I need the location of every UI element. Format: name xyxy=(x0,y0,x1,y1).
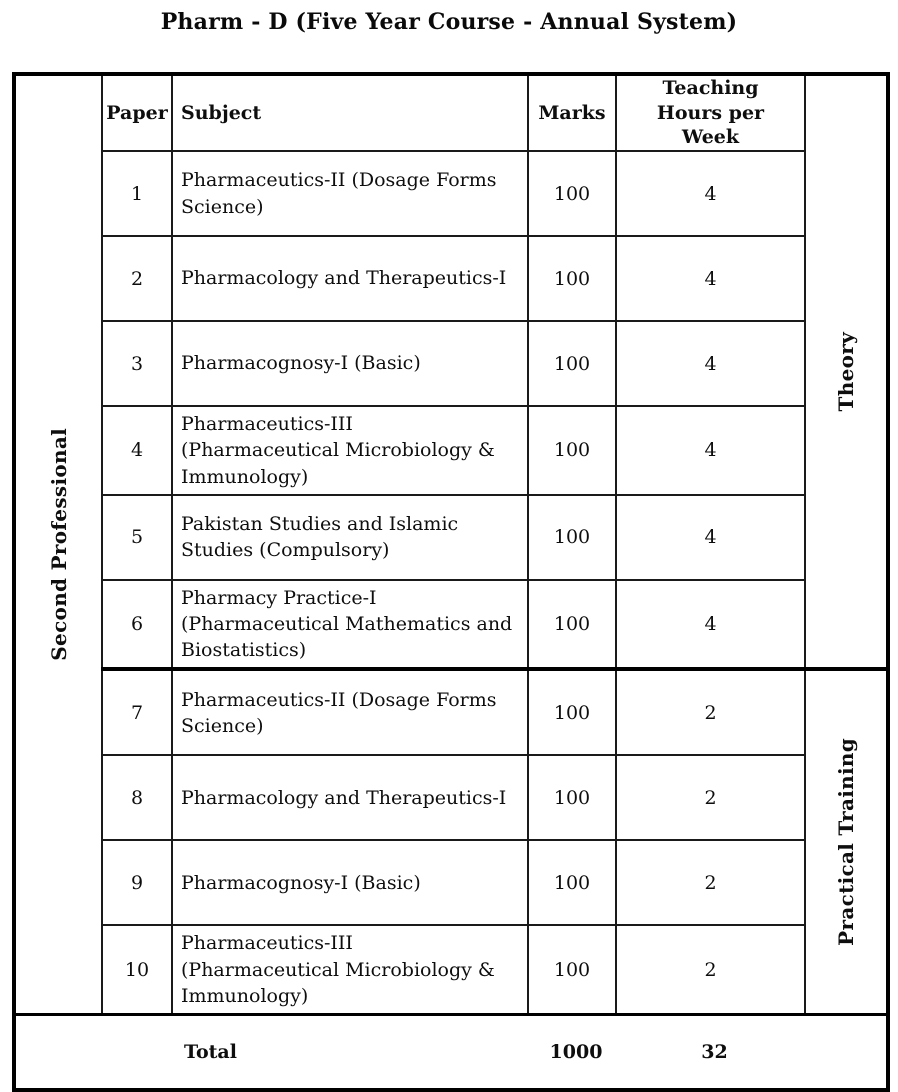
paper-cell: 9 xyxy=(102,840,172,925)
group-cell-second-professional xyxy=(14,74,102,1015)
hours-cell: 4 xyxy=(616,321,805,406)
marks-cell: 100 xyxy=(528,321,616,406)
group-cell-practical-training xyxy=(805,669,888,1014)
paper-cell: 5 xyxy=(102,495,172,580)
second-professional-label: Second Professional xyxy=(46,428,71,661)
marks-cell: 100 xyxy=(528,495,616,580)
col-header-subject: Subject xyxy=(172,74,528,151)
marks-cell: 100 xyxy=(528,406,616,495)
total-row xyxy=(14,1015,888,1091)
table-row xyxy=(14,925,888,1014)
table-row xyxy=(14,321,888,406)
paper-cell: 2 xyxy=(102,236,172,321)
hours-cell: 4 xyxy=(616,236,805,321)
hours-cell: 2 xyxy=(616,840,805,925)
paper-cell: 7 xyxy=(102,669,172,755)
table-row xyxy=(14,755,888,840)
total-marks: 1000 xyxy=(549,1041,603,1064)
marks-cell: 100 xyxy=(528,151,616,236)
table-row xyxy=(14,151,888,236)
table-row xyxy=(14,580,888,670)
total-label: Total xyxy=(184,1041,237,1064)
table-row xyxy=(14,840,888,925)
col-header-teaching-hours: Teaching Hours per Week xyxy=(616,74,805,151)
hours-cell: 2 xyxy=(616,925,805,1014)
marks-cell: 100 xyxy=(528,840,616,925)
marks-cell: 100 xyxy=(528,669,616,755)
col-header-paper: Paper xyxy=(102,74,172,151)
hours-cell: 2 xyxy=(616,755,805,840)
paper-cell: 1 xyxy=(102,151,172,236)
header-row xyxy=(14,74,888,151)
course-table xyxy=(12,72,890,1092)
subject-cell: Pharmaceutics-II (Dosage Forms Science) xyxy=(172,669,528,755)
page-title: Pharm - D (Five Year Course - Annual System) xyxy=(160,9,738,35)
theory-label: Theory xyxy=(834,331,858,412)
table-row xyxy=(14,669,888,755)
marks-cell: 100 xyxy=(528,925,616,1014)
hours-cell: 4 xyxy=(616,406,805,495)
subject-cell: Pharmacology and Therapeutics-I xyxy=(172,755,528,840)
hours-cell: 4 xyxy=(616,495,805,580)
total-hours: 32 xyxy=(701,1041,728,1064)
hours-cell: 4 xyxy=(616,151,805,236)
subject-cell: Pharmaceutics-II (Dosage Forms Science) xyxy=(172,151,528,236)
paper-cell: 8 xyxy=(102,755,172,840)
paper-cell: 6 xyxy=(102,580,172,670)
subject-cell: Pharmacognosy-I (Basic) xyxy=(172,840,528,925)
subject-cell: Pharmacy Practice-I (Pharmaceutical Mathematics and Biostatistics) xyxy=(172,580,528,670)
subject-cell: Pharmacognosy-I (Basic) xyxy=(172,321,528,406)
marks-cell: 100 xyxy=(528,236,616,321)
paper-cell: 4 xyxy=(102,406,172,495)
table-row xyxy=(14,236,888,321)
paper-cell: 10 xyxy=(102,925,172,1014)
table-row xyxy=(14,406,888,495)
paper-cell: 3 xyxy=(102,321,172,406)
table-row xyxy=(14,495,888,580)
col-header-marks: Marks xyxy=(528,74,616,151)
subject-cell: Pharmaceutics-III (Pharmaceutical Microbiology & Immunology) xyxy=(172,925,528,1014)
group-cell-theory xyxy=(805,74,888,669)
subject-cell: Pakistan Studies and Islamic Studies (Compulsory) xyxy=(172,495,528,580)
marks-cell: 100 xyxy=(528,580,616,670)
practical-training-label: Practical Training xyxy=(834,738,858,947)
hours-cell: 4 xyxy=(616,580,805,670)
subject-cell: Pharmaceutics-III (Pharmaceutical Microbiology & Immunology) xyxy=(172,406,528,495)
total-cell xyxy=(14,1015,888,1091)
subject-cell: Pharmacology and Therapeutics-I xyxy=(172,236,528,321)
hours-cell: 2 xyxy=(616,669,805,755)
marks-cell: 100 xyxy=(528,755,616,840)
